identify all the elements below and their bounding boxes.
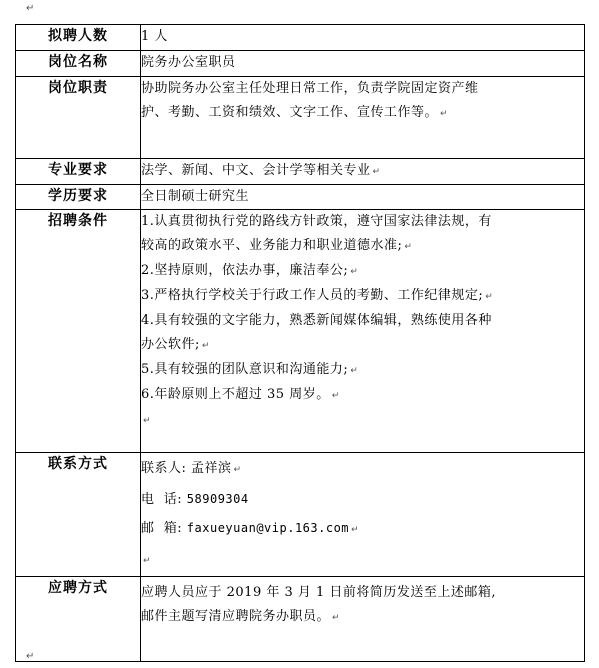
contact-person: 联系人: 孟祥滨 ↵ [141,461,242,476]
label-major: 专业要求 [16,159,141,185]
row-major [16,159,585,185]
major-text: 法学、新闻、中文、会计学等相关专业 ↵ [141,163,381,178]
condition-line: 4.具有较强的文字能力，熟悉新闻媒体编辑，熟练使用各种 [141,313,492,328]
value-position [141,51,585,77]
condition-line: 较高的政策水平、业务能力和职业道德水准; ↵ [141,238,413,253]
label-conditions: 招聘条件 [16,210,141,453]
row-education [16,185,585,210]
value-conditions [141,210,585,453]
paragraph-mark: ↵ [26,3,35,14]
row-contact [16,453,585,577]
row-conditions [16,210,585,453]
row-headcount [16,25,585,51]
row-position [16,51,585,77]
paragraph-mark: ↵ [26,651,35,662]
label-apply: 应聘方式 [16,577,141,662]
condition-line: 办公软件; ↵ [141,337,210,352]
condition-line: 3.严格执行学校关于行政工作人员的考勤、工作纪律规定; ↵ [141,288,494,303]
value-apply [141,577,585,662]
contact-email: 邮 箱: faxueyuan@vip.163.com ↵ [141,521,360,536]
apply-line: 邮件主题写清应聘院务办职员。 ↵ [141,609,341,624]
condition-line: 6.年龄原则上不超过 35 周岁。 ↵ [141,387,340,402]
condition-line: 1.认真贯彻执行党的路线方针政策，遵守国家法律法规，有 [141,214,492,229]
condition-line: 2.坚持原则，依法办事，廉洁奉公; ↵ [141,263,359,278]
recruitment-table [15,24,585,662]
value-duties [141,77,585,159]
empty-paragraph: ↵ [143,416,152,426]
education-text: 全日制硕士研究生 [141,189,250,204]
label-contact: 联系方式 [16,453,141,577]
row-apply [16,577,585,662]
duties-line: 协助院务办公室主任处理日常工作，负责学院固定资产维 [141,81,479,96]
label-position: 岗位名称 [16,51,141,77]
row-duties [16,77,585,159]
email-address[interactable]: faxueyuan@vip.163.com [186,521,350,535]
condition-line: 5.具有较强的团队意识和沟通能力; ↵ [141,362,359,377]
label-education: 学历要求 [16,185,141,210]
label-duties: 岗位职责 [16,77,141,159]
empty-paragraph: ↵ [143,556,152,566]
value-major [141,159,585,185]
contact-phone: 电 话: 58909304 [141,492,249,507]
headcount-text: 1 人 [141,29,168,44]
value-contact [141,453,585,577]
apply-line: 应聘人员应于 2019 年 3 月 1 日前将简历发送至上述邮箱, [141,585,497,600]
duties-line: 护、考勤、工资和绩效、文字工作、宣传工作等。 ↵ [141,105,449,120]
position-text: 院务办公室职员 [141,55,236,70]
value-education [141,185,585,210]
label-headcount: 拟聘人数 [16,25,141,51]
value-headcount [141,25,585,51]
